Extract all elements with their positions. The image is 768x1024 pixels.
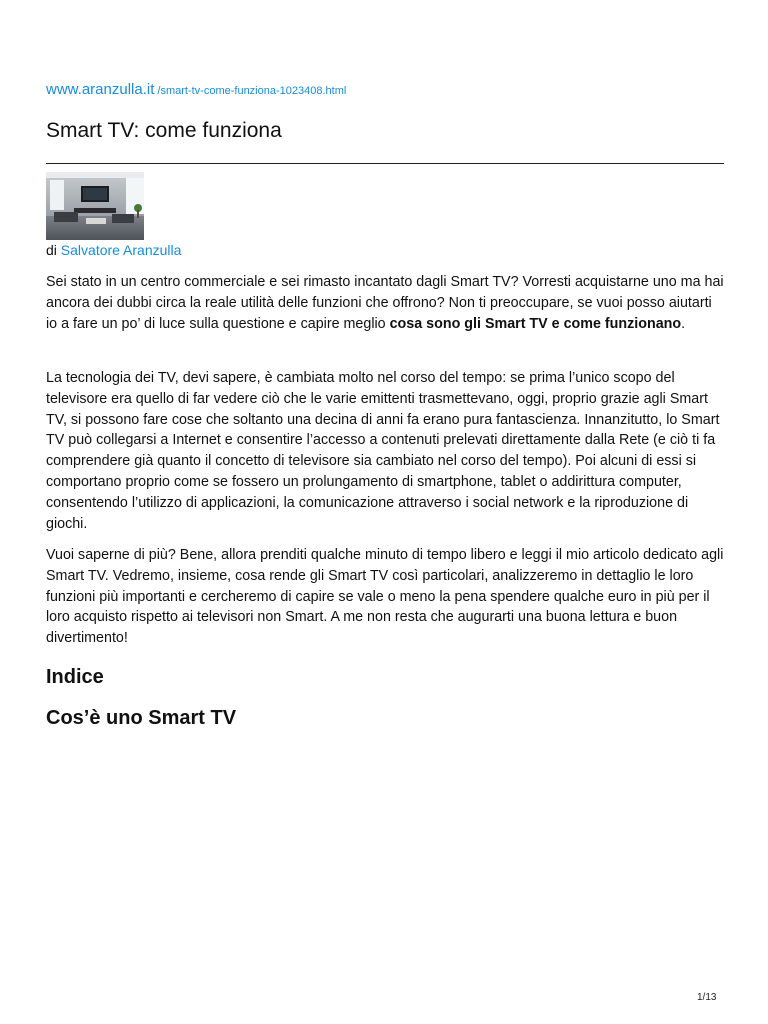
title-divider <box>46 163 724 164</box>
page-number: 1/13 <box>697 992 717 1003</box>
paragraph-intro-text: Sei stato in un centro commerciale e sei rimasto incantato dagli Smart TV? Vorresti acquistarne uno ma hai ancora dei dubbi circa la reale utilità delle funzioni che offrono? Non ti preoccupare, se vuoi posso aiutarti io a fare un po’ di luce sulla questione e capire meglio <box>46 274 724 332</box>
paragraph-intro-bold: cosa sono gli Smart TV e come funzionano <box>389 315 682 332</box>
heading-index[interactable]: Indice <box>46 666 104 688</box>
paragraph-invitation: Vuoi saperne di più? Bene, allora prenditi qualche minuto di tempo libero e leggi il mio articolo dedicato agli Smart TV. Vedremo, insieme, cosa rende gli Smart TV così particolari, analizzeremo in dettaglio le loro funzioni più importanti e cercheremo di capire se vale o meno la pena spendere qualche euro in più per il loro acquisto rispetto ai televisori non Smart. A me non resta che augurarti una buona lettura e buon divertimento! <box>46 547 724 647</box>
article-byline <box>46 242 181 258</box>
byline-prefix: di <box>46 242 57 258</box>
article-thumbnail-image <box>46 172 144 240</box>
paragraph-technology: La tecnologia dei TV, devi sapere, è cambiata molto nel corso del tempo: se prima l’unico scopo del televisore era quello di far vedere ciò che le varie emittenti trasmettevano, oggi, proprio grazie agli Smart TV, si possono fare cose che soltanto una decina di anni fa erano pura fantascienza. Innanzitutto, lo Smart TV può collegarsi a Internet e consentire l’accesso a contenuti prelevati direttamente dalla Rete (e ciò ti fa comprendere già quanto il concetto di televisore sia cambiato nel corso del tempo). Poi alcuni di essi si comportano proprio come se fossero un prolungamento di smartphone, tablet o addirittura computer, consentendo l’utilizzo di applicazioni, la comunicazione attraverso i social network e la riproduzione di giochi. <box>46 370 720 532</box>
source-url <box>46 81 346 99</box>
article-path-link[interactable]: /smart-tv-come-funziona-1023408.html <box>157 85 347 97</box>
heading-section-what-is: Cos’è uno Smart TV <box>46 707 237 729</box>
site-domain-link[interactable]: www.aranzulla.it <box>46 81 155 98</box>
article-title: Smart TV: come funziona <box>46 119 282 142</box>
author-link[interactable]: Salvatore Aranzulla <box>60 242 182 258</box>
paragraph-intro-end: . <box>681 315 686 332</box>
paragraph-intro <box>46 272 724 334</box>
